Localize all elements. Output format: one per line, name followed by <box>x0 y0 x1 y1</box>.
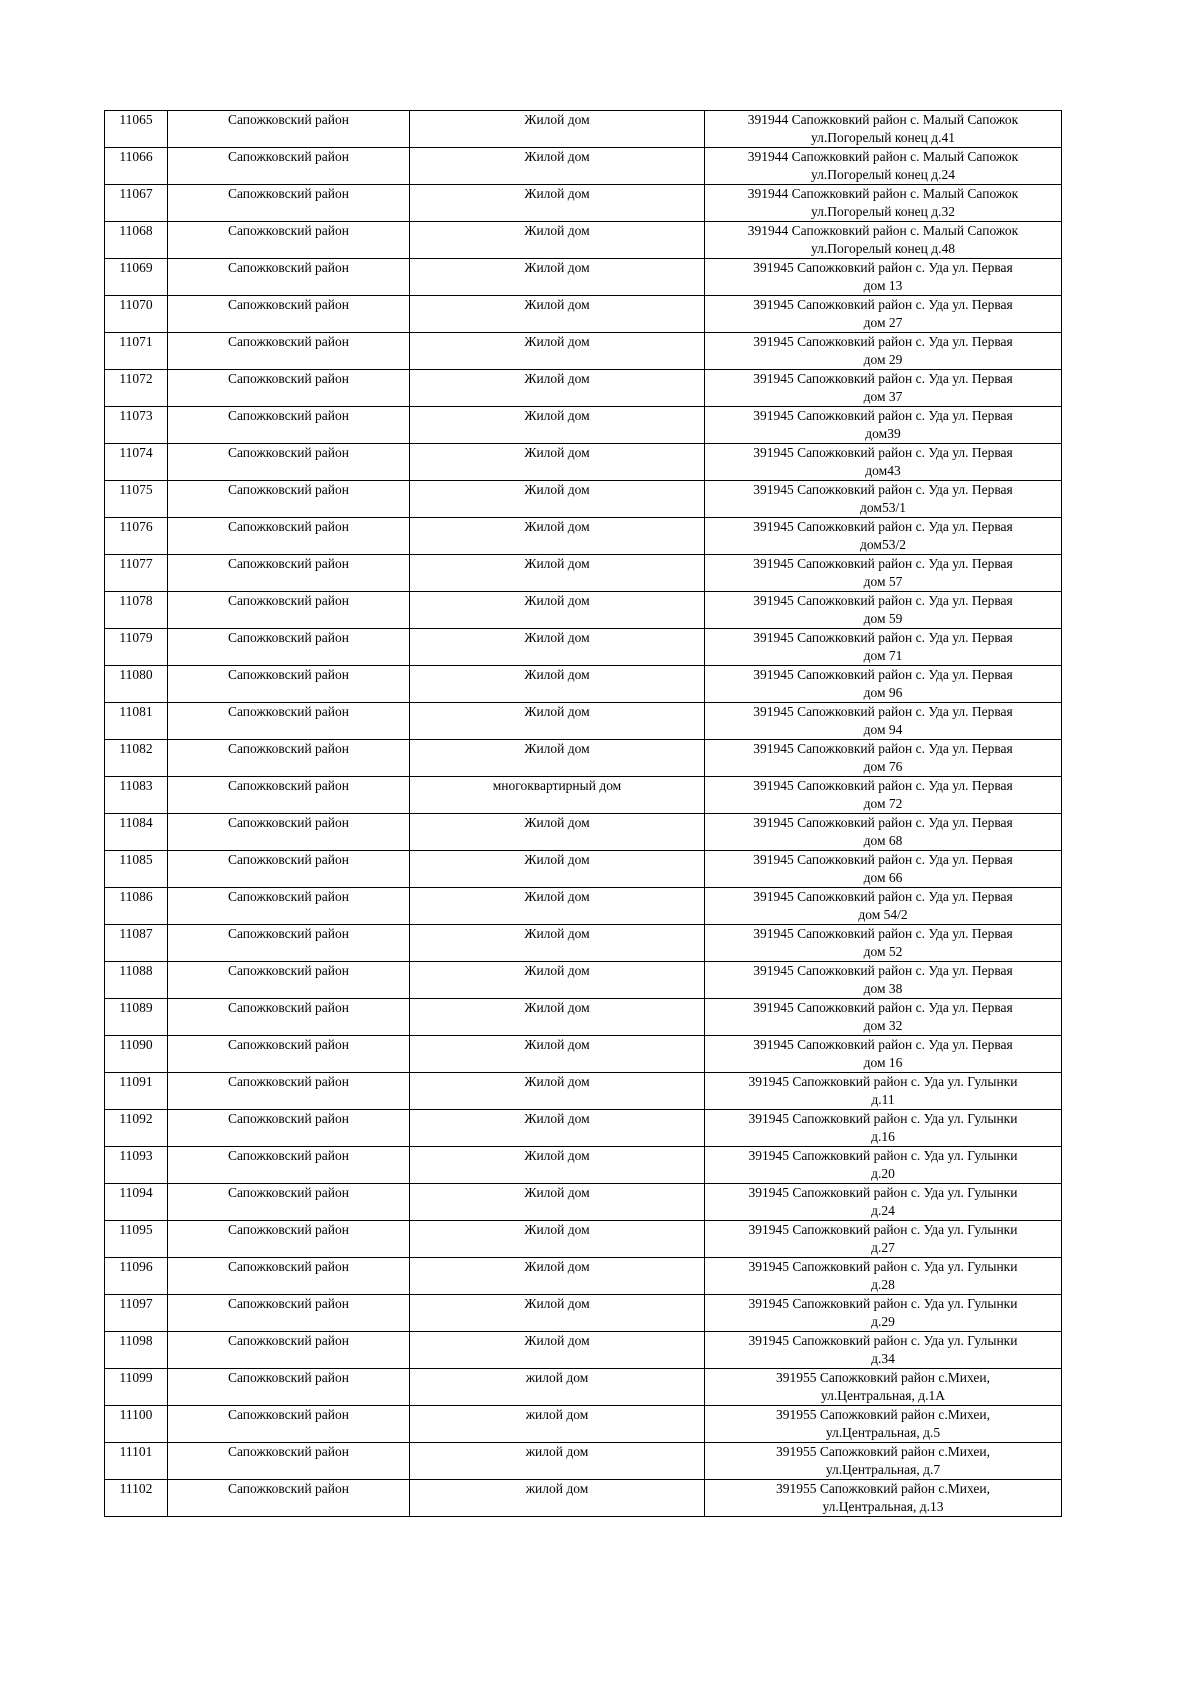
cell-number: 11072 <box>105 370 168 407</box>
cell-number: 11096 <box>105 1258 168 1295</box>
table-row <box>105 777 1062 814</box>
address-line-1: 391945 Сапожковкий район с. Уда ул. Первая <box>753 704 1013 719</box>
address-line-1: 391955 Сапожковкий район с.Михеи, <box>776 1444 990 1459</box>
cell-district: Сапожковский район <box>168 629 410 666</box>
table-row <box>105 1295 1062 1332</box>
address-line-1: 391945 Сапожковкий район с. Уда ул. Первая <box>753 852 1013 867</box>
table-row <box>105 481 1062 518</box>
cell-district: Сапожковский район <box>168 1332 410 1369</box>
cell-district: Сапожковский район <box>168 296 410 333</box>
address-line-2: ул.Погорелый конец д.41 <box>810 130 956 145</box>
table-row <box>105 185 1062 222</box>
cell-address <box>705 185 1062 222</box>
cell-district: Сапожковский район <box>168 1369 410 1406</box>
cell-building-type: Жилой дом <box>410 999 705 1036</box>
cell-address <box>705 1332 1062 1369</box>
address-line-2: ул.Погорелый конец д.48 <box>810 241 956 256</box>
cell-district: Сапожковский район <box>168 111 410 148</box>
address-line-1: 391945 Сапожковкий район с. Уда ул. Первая <box>753 1037 1013 1052</box>
address-line-2: ул.Центральная, д.7 <box>825 1462 941 1477</box>
address-line-1: 391945 Сапожковкий район с. Уда ул. Первая <box>753 482 1013 497</box>
cell-district: Сапожковский район <box>168 925 410 962</box>
address-line-2: дом 37 <box>863 389 903 404</box>
cell-district: Сапожковский район <box>168 999 410 1036</box>
cell-district: Сапожковский район <box>168 888 410 925</box>
cell-address <box>705 296 1062 333</box>
cell-building-type: Жилой дом <box>410 1110 705 1147</box>
cell-building-type: Жилой дом <box>410 296 705 333</box>
table-row <box>105 444 1062 481</box>
address-line-1: 391945 Сапожковкий район с. Уда ул. Гулынки <box>748 1333 1018 1348</box>
cell-building-type: жилой дом <box>410 1480 705 1517</box>
cell-district: Сапожковский район <box>168 1147 410 1184</box>
cell-building-type: Жилой дом <box>410 518 705 555</box>
table-row <box>105 888 1062 925</box>
cell-address <box>705 1258 1062 1295</box>
address-line-2: дом43 <box>865 463 901 478</box>
cell-building-type: Жилой дом <box>410 1295 705 1332</box>
address-line-1: 391945 Сапожковкий район с. Уда ул. Первая <box>753 815 1013 830</box>
table-row <box>105 999 1062 1036</box>
cell-number: 11087 <box>105 925 168 962</box>
cell-number: 11080 <box>105 666 168 703</box>
cell-building-type: Жилой дом <box>410 481 705 518</box>
cell-building-type: Жилой дом <box>410 925 705 962</box>
cell-address <box>705 1406 1062 1443</box>
cell-building-type: Жилой дом <box>410 370 705 407</box>
cell-building-type: многоквартирный дом <box>410 777 705 814</box>
cell-building-type: Жилой дом <box>410 629 705 666</box>
cell-building-type: Жилой дом <box>410 1147 705 1184</box>
address-line-2: д.16 <box>871 1129 895 1144</box>
cell-building-type: Жилой дом <box>410 407 705 444</box>
table-row <box>105 666 1062 703</box>
cell-district: Сапожковский район <box>168 555 410 592</box>
cell-number: 11074 <box>105 444 168 481</box>
table-row <box>105 1480 1062 1517</box>
cell-number: 11076 <box>105 518 168 555</box>
cell-building-type: Жилой дом <box>410 111 705 148</box>
address-line-1: 391945 Сапожковкий район с. Уда ул. Первая <box>753 630 1013 645</box>
cell-building-type: Жилой дом <box>410 148 705 185</box>
cell-number: 11089 <box>105 999 168 1036</box>
address-line-1: 391945 Сапожковкий район с. Уда ул. Первая <box>753 1000 1013 1015</box>
cell-number: 11066 <box>105 148 168 185</box>
cell-building-type: Жилой дом <box>410 444 705 481</box>
cell-building-type: Жилой дом <box>410 1258 705 1295</box>
cell-number: 11075 <box>105 481 168 518</box>
cell-address <box>705 407 1062 444</box>
table-row <box>105 962 1062 999</box>
address-line-1: 391945 Сапожковкий район с. Уда ул. Первая <box>753 889 1013 904</box>
cell-address <box>705 851 1062 888</box>
cell-building-type: Жилой дом <box>410 888 705 925</box>
cell-district: Сапожковский район <box>168 222 410 259</box>
cell-building-type: Жилой дом <box>410 962 705 999</box>
table-row <box>105 703 1062 740</box>
housing-registry-table <box>104 110 1062 1517</box>
table-row <box>105 1221 1062 1258</box>
cell-building-type: Жилой дом <box>410 1036 705 1073</box>
address-line-2: дом 66 <box>863 870 903 885</box>
address-line-1: 391945 Сапожковкий район с. Уда ул. Первая <box>753 445 1013 460</box>
address-line-2: д.29 <box>871 1314 895 1329</box>
address-line-1: 391945 Сапожковкий район с. Уда ул. Первая <box>753 926 1013 941</box>
table-row <box>105 333 1062 370</box>
address-line-1: 391945 Сапожковкий район с. Уда ул. Первая <box>753 371 1013 386</box>
cell-address <box>705 1369 1062 1406</box>
cell-number: 11068 <box>105 222 168 259</box>
cell-district: Сапожковский район <box>168 1480 410 1517</box>
address-line-1: 391955 Сапожковкий район с.Михеи, <box>776 1481 990 1496</box>
cell-building-type: Жилой дом <box>410 1184 705 1221</box>
cell-district: Сапожковский район <box>168 1184 410 1221</box>
cell-district: Сапожковский район <box>168 851 410 888</box>
cell-number: 11095 <box>105 1221 168 1258</box>
address-line-2: дом 29 <box>863 352 903 367</box>
cell-building-type: Жилой дом <box>410 333 705 370</box>
address-line-2: дом 76 <box>863 759 903 774</box>
cell-district: Сапожковский район <box>168 1036 410 1073</box>
cell-address <box>705 370 1062 407</box>
cell-address <box>705 814 1062 851</box>
cell-number: 11097 <box>105 1295 168 1332</box>
cell-building-type: Жилой дом <box>410 703 705 740</box>
cell-number: 11079 <box>105 629 168 666</box>
cell-address <box>705 481 1062 518</box>
cell-number: 11069 <box>105 259 168 296</box>
cell-address <box>705 925 1062 962</box>
cell-number: 11092 <box>105 1110 168 1147</box>
address-line-2: дом 94 <box>863 722 903 737</box>
table-row <box>105 629 1062 666</box>
cell-address <box>705 703 1062 740</box>
cell-number: 11082 <box>105 740 168 777</box>
address-line-2: дом 38 <box>863 981 903 996</box>
address-line-1: 391945 Сапожковкий район с. Уда ул. Первая <box>753 408 1013 423</box>
cell-district: Сапожковский район <box>168 148 410 185</box>
table-row <box>105 296 1062 333</box>
table-row <box>105 555 1062 592</box>
table-row <box>105 1147 1062 1184</box>
table-row <box>105 1110 1062 1147</box>
address-line-1: 391945 Сапожковкий район с. Уда ул. Гулынки <box>748 1185 1018 1200</box>
address-line-1: 391945 Сапожковкий район с. Уда ул. Первая <box>753 334 1013 349</box>
cell-number: 11067 <box>105 185 168 222</box>
address-line-1: 391945 Сапожковкий район с. Уда ул. Гулынки <box>748 1074 1018 1089</box>
cell-number: 11084 <box>105 814 168 851</box>
table-row <box>105 370 1062 407</box>
cell-number: 11094 <box>105 1184 168 1221</box>
cell-address <box>705 1036 1062 1073</box>
table-row <box>105 111 1062 148</box>
table-row <box>105 148 1062 185</box>
cell-building-type: Жилой дом <box>410 1221 705 1258</box>
address-line-1: 391945 Сапожковкий район с. Уда ул. Первая <box>753 556 1013 571</box>
cell-address <box>705 148 1062 185</box>
cell-number: 11070 <box>105 296 168 333</box>
address-line-2: д.34 <box>871 1351 895 1366</box>
cell-building-type: Жилой дом <box>410 851 705 888</box>
cell-district: Сапожковский район <box>168 703 410 740</box>
cell-building-type: Жилой дом <box>410 185 705 222</box>
cell-address <box>705 1480 1062 1517</box>
cell-district: Сапожковский район <box>168 407 410 444</box>
table-row <box>105 851 1062 888</box>
cell-address <box>705 592 1062 629</box>
table-row <box>105 592 1062 629</box>
cell-number: 11090 <box>105 1036 168 1073</box>
cell-address <box>705 1073 1062 1110</box>
address-line-1: 391945 Сапожковкий район с. Уда ул. Первая <box>753 963 1013 978</box>
cell-building-type: Жилой дом <box>410 740 705 777</box>
table-row <box>105 1369 1062 1406</box>
cell-district: Сапожковский район <box>168 740 410 777</box>
cell-address <box>705 1147 1062 1184</box>
table-row <box>105 259 1062 296</box>
table-row <box>105 1443 1062 1480</box>
cell-number: 11098 <box>105 1332 168 1369</box>
cell-district: Сапожковский район <box>168 1406 410 1443</box>
address-line-1: 391945 Сапожковкий район с. Уда ул. Первая <box>753 297 1013 312</box>
cell-building-type: жилой дом <box>410 1443 705 1480</box>
address-line-1: 391945 Сапожковкий район с. Уда ул. Первая <box>753 260 1013 275</box>
cell-number: 11093 <box>105 1147 168 1184</box>
cell-number: 11091 <box>105 1073 168 1110</box>
address-line-2: дом 72 <box>863 796 903 811</box>
address-line-2: дом 54/2 <box>858 907 908 922</box>
cell-building-type: Жилой дом <box>410 259 705 296</box>
address-line-2: д.24 <box>871 1203 895 1218</box>
cell-number: 11102 <box>105 1480 168 1517</box>
table-row <box>105 1332 1062 1369</box>
address-line-2: дом 71 <box>863 648 903 663</box>
address-line-1: 391955 Сапожковкий район с.Михеи, <box>776 1407 990 1422</box>
cell-address <box>705 1443 1062 1480</box>
cell-building-type: Жилой дом <box>410 555 705 592</box>
address-line-1: 391945 Сапожковкий район с. Уда ул. Гулынки <box>748 1148 1018 1163</box>
address-line-2: д.28 <box>871 1277 895 1292</box>
cell-number: 11086 <box>105 888 168 925</box>
cell-district: Сапожковский район <box>168 592 410 629</box>
cell-number: 11081 <box>105 703 168 740</box>
cell-number: 11101 <box>105 1443 168 1480</box>
cell-district: Сапожковский район <box>168 444 410 481</box>
cell-building-type: жилой дом <box>410 1369 705 1406</box>
cell-district: Сапожковский район <box>168 1110 410 1147</box>
cell-building-type: Жилой дом <box>410 222 705 259</box>
address-line-2: дом 13 <box>863 278 903 293</box>
table-row <box>105 925 1062 962</box>
address-line-2: дом39 <box>865 426 901 441</box>
address-line-1: 391945 Сапожковкий район с. Уда ул. Первая <box>753 741 1013 756</box>
cell-address <box>705 222 1062 259</box>
table-row <box>105 1073 1062 1110</box>
cell-number: 11078 <box>105 592 168 629</box>
cell-district: Сапожковский район <box>168 333 410 370</box>
table-row <box>105 814 1062 851</box>
cell-building-type: Жилой дом <box>410 814 705 851</box>
cell-district: Сапожковский район <box>168 259 410 296</box>
cell-number: 11071 <box>105 333 168 370</box>
address-line-2: дом 16 <box>863 1055 903 1070</box>
table-row <box>105 1036 1062 1073</box>
cell-district: Сапожковский район <box>168 666 410 703</box>
cell-district: Сапожковский район <box>168 185 410 222</box>
cell-district: Сапожковский район <box>168 962 410 999</box>
address-line-2: ул.Центральная, д.13 <box>822 1499 944 1514</box>
address-line-2: ул.Погорелый конец д.24 <box>810 167 956 182</box>
address-line-2: дом 59 <box>863 611 903 626</box>
address-line-2: ул.Погорелый конец д.32 <box>810 204 956 219</box>
cell-number: 11065 <box>105 111 168 148</box>
address-line-1: 391945 Сапожковкий район с. Уда ул. Первая <box>753 519 1013 534</box>
cell-address <box>705 1295 1062 1332</box>
cell-number: 11077 <box>105 555 168 592</box>
table-row <box>105 1184 1062 1221</box>
cell-building-type: Жилой дом <box>410 592 705 629</box>
address-line-2: д.20 <box>871 1166 895 1181</box>
cell-address <box>705 666 1062 703</box>
cell-address <box>705 999 1062 1036</box>
cell-address <box>705 888 1062 925</box>
address-line-1: 391945 Сапожковкий район с. Уда ул. Первая <box>753 593 1013 608</box>
cell-address <box>705 1110 1062 1147</box>
table-row <box>105 222 1062 259</box>
cell-address <box>705 962 1062 999</box>
cell-district: Сапожковский район <box>168 481 410 518</box>
cell-number: 11083 <box>105 777 168 814</box>
cell-district: Сапожковский район <box>168 1443 410 1480</box>
address-line-2: ул.Центральная, д.1А <box>821 1388 945 1403</box>
cell-address <box>705 259 1062 296</box>
address-line-1: 391944 Сапожковкий район с. Малый Сапожок <box>747 112 1019 127</box>
cell-district: Сапожковский район <box>168 777 410 814</box>
cell-building-type: жилой дом <box>410 1406 705 1443</box>
cell-address <box>705 1184 1062 1221</box>
table-row <box>105 518 1062 555</box>
address-line-2: ул.Центральная, д.5 <box>825 1425 941 1440</box>
cell-number: 11100 <box>105 1406 168 1443</box>
address-line-2: д.27 <box>871 1240 895 1255</box>
cell-district: Сапожковский район <box>168 1258 410 1295</box>
table-row <box>105 1406 1062 1443</box>
table-row <box>105 1258 1062 1295</box>
address-line-1: 391944 Сапожковкий район с. Малый Сапожок <box>747 149 1019 164</box>
cell-district: Сапожковский район <box>168 518 410 555</box>
table-row <box>105 740 1062 777</box>
cell-number: 11088 <box>105 962 168 999</box>
address-line-2: дом 96 <box>863 685 903 700</box>
address-line-1: 391945 Сапожковкий район с. Уда ул. Гулынки <box>748 1259 1018 1274</box>
cell-district: Сапожковский район <box>168 814 410 851</box>
cell-address <box>705 518 1062 555</box>
address-line-1: 391944 Сапожковкий район с. Малый Сапожок <box>747 186 1019 201</box>
cell-number: 11073 <box>105 407 168 444</box>
cell-address <box>705 555 1062 592</box>
address-line-2: дом 68 <box>863 833 903 848</box>
address-line-1: 391955 Сапожковкий район с.Михеи, <box>776 1370 990 1385</box>
address-line-2: дом 32 <box>863 1018 903 1033</box>
cell-address <box>705 444 1062 481</box>
address-line-1: 391945 Сапожковкий район с. Уда ул. Первая <box>753 778 1013 793</box>
address-line-1: 391945 Сапожковкий район с. Уда ул. Гулынки <box>748 1296 1018 1311</box>
address-line-2: дом 52 <box>863 944 903 959</box>
cell-address <box>705 740 1062 777</box>
cell-district: Сапожковский район <box>168 1221 410 1258</box>
cell-district: Сапожковский район <box>168 1295 410 1332</box>
cell-address <box>705 333 1062 370</box>
table-body <box>105 111 1062 1517</box>
cell-address <box>705 777 1062 814</box>
address-line-2: д.11 <box>871 1092 895 1107</box>
address-line-2: дом53/1 <box>860 500 906 515</box>
cell-address <box>705 1221 1062 1258</box>
cell-building-type: Жилой дом <box>410 666 705 703</box>
address-line-2: дом 57 <box>863 574 903 589</box>
address-line-1: 391945 Сапожковкий район с. Уда ул. Гулынки <box>748 1222 1018 1237</box>
cell-district: Сапожковский район <box>168 370 410 407</box>
address-line-1: 391945 Сапожковкий район с. Уда ул. Гулынки <box>748 1111 1018 1126</box>
cell-building-type: Жилой дом <box>410 1073 705 1110</box>
cell-number: 11099 <box>105 1369 168 1406</box>
cell-address <box>705 629 1062 666</box>
cell-number: 11085 <box>105 851 168 888</box>
table-row <box>105 407 1062 444</box>
cell-address <box>705 111 1062 148</box>
address-line-1: 391944 Сапожковкий район с. Малый Сапожок <box>747 223 1019 238</box>
cell-building-type: Жилой дом <box>410 1332 705 1369</box>
address-line-2: дом 27 <box>863 315 903 330</box>
address-line-1: 391945 Сапожковкий район с. Уда ул. Первая <box>753 667 1013 682</box>
cell-district: Сапожковский район <box>168 1073 410 1110</box>
address-line-2: дом53/2 <box>860 537 906 552</box>
